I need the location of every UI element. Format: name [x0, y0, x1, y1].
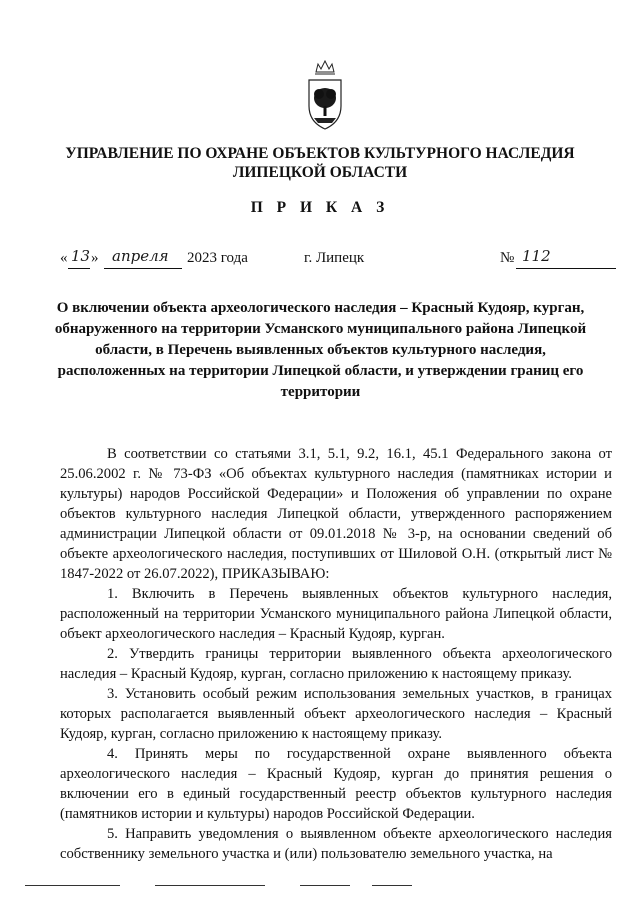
day-underline [68, 268, 90, 269]
organization-name [40, 144, 600, 182]
footer-line-2 [155, 885, 265, 886]
item-4: 4. Принять меры по государственной охране выявленного объекта археологического наследия – Красный Кудояр, курган до принятия решения о включении его в единый государственный реестр объектов культурного наследия (памятников истории и культуры) народов Российской Федерации. [60, 746, 612, 822]
order-subject: О включении объекта археологического наследия – Красный Кудояр, курган, обнаруженного на территории Усманского муниципального района Липецкой области, в Перечень выявленных объектов культурного наследия, расположенных на территории Липецкой области, и утверждении границ его территории [54, 300, 587, 400]
footer-line-1 [25, 885, 120, 886]
org-line-2: ЛИПЕЦКОЙ ОБЛАСТИ [232, 164, 408, 181]
item-2: 2. Утвердить границы территории выявленного объекта археологического наследия – Красный Кудояр, курган, согласно приложению к настоящему приказу. [60, 646, 612, 682]
footer-line-4 [372, 885, 412, 886]
year-text: 2023 года [187, 250, 248, 266]
number-label: № [500, 250, 515, 266]
quote-open: « [60, 250, 68, 266]
order-body [60, 444, 612, 864]
date-row [60, 247, 620, 272]
quote-close: » [91, 250, 99, 266]
item-1: 1. Включить в Перечень выявленных объектов культурного наследия, расположенный на территории Усманского муниципального района Липецкой области, объект археологического наследия – Красный Кудояр, курган. [60, 586, 612, 642]
month-underline [104, 268, 182, 269]
org-line-1: УПРАВЛЕНИЕ ПО ОХРАНЕ ОБЪЕКТОВ КУЛЬТУРНОГО НАСЛЕДИЯ [65, 145, 575, 162]
order-title: П Р И К А З [250, 199, 390, 216]
coat-of-arms-icon [302, 58, 348, 134]
item-3: 3. Установить особый режим использования земельных участков, в границах которых располагается выявленный объект археологического наследия – Красный Кудояр, курган, согласно приложению к настоящему приказу. [60, 686, 612, 742]
intro-paragraph: В соответствии со статьями 3.1, 5.1, 9.2, 16.1, 45.1 Федерального закона от 25.06.2002 г. № 73-ФЗ «Об объектах культурного наследия (памятниках истории и культуры) народов Российской Федерации» и Положения об управлении по охране объектов культурного наследия Липецкой области, утвержденного распоряжением администрации Липецкой области от 09.01.2018 № 3-р, на основании сведений об объекте археологического наследия, поступивших от Шиловой О.Н. (открытый лист № 1847-2022 от 26.07.2022), ПРИКАЗЫВАЮ: [60, 446, 612, 582]
day-handwritten: 13 [71, 247, 91, 265]
number-underline [516, 268, 616, 269]
month-handwritten: апреля [112, 247, 169, 265]
footer-lines [0, 885, 640, 891]
item-5: 5. Направить уведомления о выявленном объекте археологического наследия собственнику земельного участка и (или) пользователю земельного участка, на [60, 826, 612, 862]
city-text: г. Липецк [304, 250, 365, 266]
footer-line-3 [300, 885, 350, 886]
number-handwritten: 112 [522, 247, 551, 265]
